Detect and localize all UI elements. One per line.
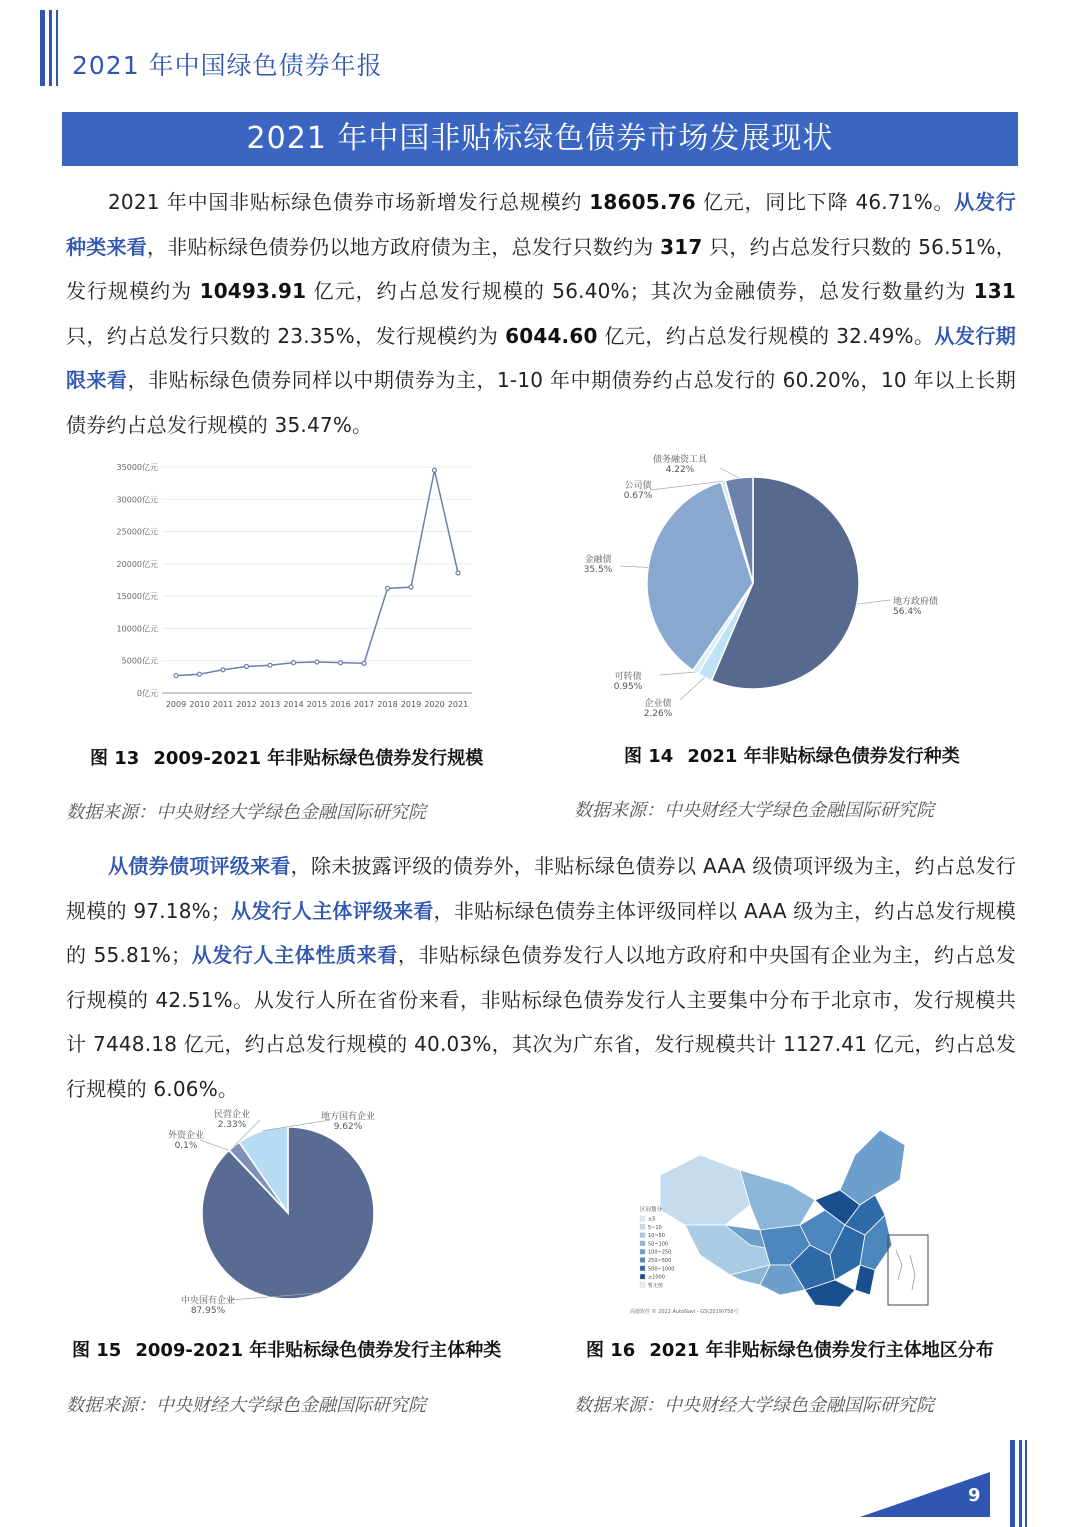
legend-swatch	[640, 1216, 645, 1221]
data-point	[456, 571, 460, 575]
fig16-source: 数据来源：中央财经大学绿色金融国际研究院	[574, 1395, 934, 1416]
data-point	[268, 663, 272, 667]
pie-leader	[620, 566, 648, 567]
x-tick-label: 2019	[400, 700, 422, 709]
map-provinces	[660, 1130, 905, 1307]
report-title: 2021 年中国绿色债券年报	[72, 51, 383, 80]
data-point	[386, 586, 390, 590]
x-tick-label: 2013	[259, 700, 281, 709]
legend-label: ≤5	[648, 1216, 656, 1223]
legend-label: 250~500	[648, 1258, 672, 1264]
legend-label: 100~250	[648, 1249, 672, 1256]
page-number: 9	[968, 1485, 981, 1506]
pie-value-label: 4.22%	[665, 465, 695, 475]
header-decoration	[40, 10, 70, 86]
legend-label: 暂无值	[648, 1282, 664, 1289]
y-tick-label: 30000亿元	[116, 495, 158, 505]
pie-label: 地方政府债	[893, 597, 939, 607]
x-tick-label: 2010	[189, 700, 210, 709]
south-china-sea-inset	[888, 1235, 928, 1305]
china-region-map	[630, 1115, 940, 1315]
pie-value-label: 0.1%	[174, 1141, 198, 1151]
legend-swatch	[640, 1233, 645, 1238]
legend-swatch	[640, 1249, 645, 1254]
y-tick-label: 35000亿元	[116, 463, 158, 472]
pie-value-label: 9.62%	[333, 1122, 363, 1132]
fig14-source: 数据来源：中央财经大学绿色金融国际研究院	[574, 800, 934, 821]
pie-chart-bond-types	[560, 450, 980, 725]
y-tick-label: 15000亿元	[116, 592, 158, 602]
line-chart-issuance-scale	[100, 455, 480, 720]
map-legend	[640, 1205, 674, 1289]
legend-swatch	[640, 1282, 645, 1287]
x-tick-label: 2014	[283, 700, 304, 709]
data-point	[292, 661, 296, 665]
pie-label: 地方国有企业	[320, 1112, 376, 1122]
pie-label: 中央国有企业	[180, 1296, 236, 1306]
legend-label: 50~100	[648, 1241, 669, 1248]
pie-value-label: 2.33%	[217, 1120, 247, 1130]
pie-label: 公司债	[624, 481, 652, 491]
fig15-caption: 图 15 2009-2021 年非贴标绿色债券发行主体种类	[72, 1340, 502, 1361]
legend-swatch	[640, 1258, 645, 1263]
pie-leader	[720, 468, 739, 478]
legend-swatch	[640, 1274, 645, 1279]
pie-label: 民营企业	[213, 1110, 251, 1120]
pie-label: 可转债	[614, 672, 642, 682]
section-banner: 2021 年中国非贴标绿色债券市场发展现状	[62, 112, 1018, 166]
data-point	[221, 668, 225, 672]
legend-swatch	[640, 1266, 645, 1271]
data-point	[362, 661, 366, 665]
legend-swatch	[640, 1241, 645, 1246]
pie-label: 债务融资工具	[652, 455, 708, 465]
footer-decoration	[850, 1440, 1050, 1527]
series-line	[176, 470, 458, 675]
fig13-caption: 图 13 2009-2021 年非贴标绿色债券发行规模	[90, 748, 484, 769]
pie-label: 外资企业	[167, 1131, 205, 1141]
y-tick-label: 20000亿元	[116, 559, 158, 569]
pie-leader	[200, 1140, 229, 1150]
x-tick-label: 2012	[236, 700, 257, 709]
pie-value-label: 0.95%	[613, 682, 643, 692]
pie-value-label: 35.5%	[583, 565, 613, 575]
x-tick-label: 2018	[377, 700, 398, 709]
data-point	[433, 468, 437, 472]
paragraph-2: 从债券债项评级来看，除未披露评级的债券外，非贴标绿色债券以 AAA 级债项评级为主，约占总发行规模的 97.18%；从发行人主体评级来看，非贴标绿色债券主体评级同样以 AAA 级为主，约占总发行规模的 55.81%；从发行人主体性质来看，非贴标绿色债券发行人以地方政府和中央国有企业为主，约占总发行规模的 42.51%。从发行人所在省份来看，非贴标绿色债券发行人主要集中分布于北京市，发行规模共计 7448.18 亿元，约占总发行规模的 40.03%，其次为广东省，发行规模共计 1127.41 亿元，约占总发行规模的 6.06%。	[66, 854, 1017, 1101]
legend-label: 10~50	[648, 1233, 665, 1240]
pie-label: 企业债	[644, 699, 672, 709]
fig15-source: 数据来源：中央财经大学绿色金融国际研究院	[66, 1395, 426, 1416]
paragraph-1: 2021 年中国非贴标绿色债券市场新增发行总规模约 18605.76 亿元，同比下降 46.71%。从发行种类来看，非贴标绿色债券仍以地方政府债为主，总发行只数约为 317 只，约占总发行只数的 56.51%，发行规模约为 10493.91 亿元，约占总发行规模的 56.40%；其次为金融债券，总发行数量约为 131 只，约占总发行只数的 23.35%，发行规模约为 6044.60 亿元，约占总发行规模的 32.49%。从发行期限来看，非贴标绿色债券同样以中期债券为主，1-10 年中期债券约占总发行的 60.20%，10 年以上长期债券约占总发行规模的 35.47%。	[66, 190, 1017, 437]
data-point	[245, 665, 249, 669]
x-tick-label: 2009	[165, 700, 187, 709]
x-tick-label: 2016	[330, 700, 351, 709]
legend-swatch	[640, 1224, 645, 1229]
pie-value-label: 2.26%	[643, 709, 673, 719]
y-tick-label: 0亿元	[136, 689, 158, 698]
pie-value-label: 87.95%	[190, 1306, 226, 1315]
data-point	[174, 674, 178, 678]
x-tick-label: 2017	[353, 700, 375, 709]
legend-label: ≥1000	[648, 1274, 665, 1281]
pie-value-label: 0.67%	[623, 491, 653, 501]
y-tick-label: 5000亿元	[121, 656, 158, 666]
x-tick-label: 2011	[212, 700, 234, 709]
data-point	[339, 661, 343, 665]
fig16-caption: 图 16 2021 年非贴标绿色债券发行主体地区分布	[586, 1340, 994, 1361]
data-point	[409, 585, 413, 589]
x-tick-label: 2020	[424, 700, 445, 709]
fig14-caption: 图 14 2021 年非贴标绿色债券发行种类	[624, 746, 960, 767]
y-tick-label: 10000亿元	[116, 624, 158, 634]
data-point	[315, 660, 319, 664]
legend-label: 500~1000	[648, 1266, 675, 1273]
y-tick-label: 25000亿元	[116, 527, 158, 537]
pie-leader	[660, 672, 695, 675]
x-tick-label: 2021	[447, 700, 469, 709]
pie-chart-issuer-types	[150, 1105, 410, 1315]
legend-title: 区间划分	[640, 1207, 663, 1213]
data-point	[198, 672, 202, 676]
pie-leader	[680, 677, 705, 700]
x-tick-label: 2015	[306, 700, 328, 709]
map-credit: 高德软件 © 2022 AutoNavi - GS(2019)758号	[630, 1309, 739, 1315]
legend-label: 5~10	[648, 1224, 662, 1231]
fig13-source: 数据来源：中央财经大学绿色金融国际研究院	[66, 802, 426, 823]
pie-value-label: 56.4%	[893, 607, 922, 617]
pie-label: 金融债	[584, 555, 612, 565]
pie-leader	[857, 600, 890, 604]
